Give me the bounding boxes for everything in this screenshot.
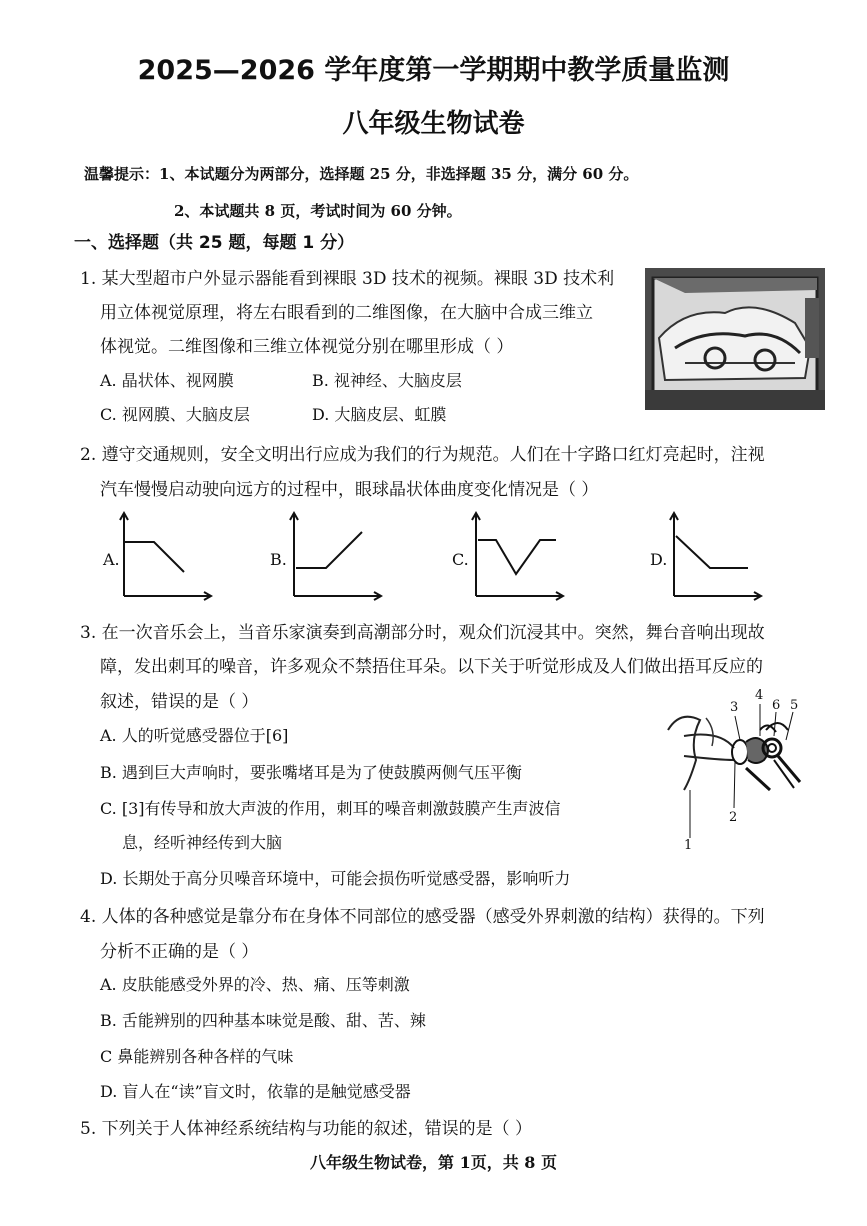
ear-label-1: 1: [684, 838, 693, 853]
section-heading: 一、选择题（共 25 题，每题 1 分）: [74, 233, 355, 253]
q3-line-2: 障，发出刺耳的噪音，许多观众不禁捂住耳朵。以下关于听觉形成及人们做出捂耳反应的: [100, 657, 763, 677]
q1-line-2: 用立体视觉原理，将左右眼看到的二维图像，在大脑中合成三维立: [100, 303, 593, 323]
tip-line-2: 2、本试题共 8 页，考试时间为 60 分钟。: [174, 202, 462, 220]
q4-option-d: D. 盲人在“读”盲文时，依靠的是触觉感受器: [100, 1082, 411, 1101]
q3-option-a: A. 人的听觉感受器位于[6]: [100, 726, 289, 745]
ear-label-2: 2: [729, 810, 738, 825]
ear-label-6: 6: [772, 698, 781, 713]
q2-line-1: 2. 遵守交通规则，安全文明出行应成为我们的行为规范。人们在十字路口红灯亮起时，注视: [80, 445, 765, 465]
q2-option-d-label: D.: [650, 550, 668, 569]
q1-option-a: A. 晶状体、视网膜: [100, 371, 234, 390]
q3-option-c: C. [3]有传导和放大声波的作用，刺耳的噪音刺激鼓膜产生声波信: [100, 799, 561, 818]
tip-line-1: 温馨提示：1、本试题分为两部分，选择题 25 分，非选择题 35 分，满分 60 分。: [84, 165, 639, 183]
q4-line-2: 分析不正确的是（ ）: [100, 942, 259, 962]
q4-line-1: 4. 人体的各种感觉是靠分布在身体不同部位的感受器（感受外界刺激的结构）获得的。下列: [80, 907, 765, 927]
q5-line-1: 5. 下列关于人体神经系统结构与功能的叙述，错误的是（ ）: [80, 1119, 533, 1139]
q3-option-b: B. 遇到巨大声响时，要张嘴堵耳是为了使鼓膜两侧气压平衡: [100, 763, 522, 782]
q2-option-a-label: A.: [103, 550, 120, 569]
q2-option-c-label: C.: [452, 550, 469, 569]
q4-option-a: A. 皮肤能感受外界的冷、热、痛、压等刺激: [100, 975, 410, 994]
q2-graph-a: [118, 510, 213, 602]
q2-graph-c: [470, 510, 565, 602]
page-footer: 八年级生物试卷，第 1页，共 8 页: [310, 1153, 557, 1172]
q3-option-c-cont: 息，经听神经传到大脑: [122, 833, 283, 852]
q1-option-c: C. 视网膜、大脑皮层: [100, 405, 250, 424]
exam-title: 2025—2026 学年度第一学期期中教学质量监测: [137, 55, 730, 86]
exam-subtitle: 八年级生物试卷: [342, 109, 525, 139]
q2-graph-d: [668, 510, 763, 602]
q1-option-d: D. 大脑皮层、虹膜: [312, 405, 447, 424]
q4-option-b: B. 舌能辨别的四种基本味觉是酸、甜、苦、辣: [100, 1011, 426, 1030]
ear-label-3: 3: [730, 700, 739, 715]
q1-photo-3d-display: [645, 268, 825, 410]
q1-line-3: 体视觉。二维图像和三维立体视觉分别在哪里形成（ ）: [100, 337, 514, 357]
q2-option-b-label: B.: [270, 550, 287, 569]
q2-line-2: 汽车慢慢启动驶向远方的过程中，眼球晶状体曲度变化情况是（ ）: [100, 480, 599, 500]
ear-label-5: 5: [790, 698, 799, 713]
ear-label-4: 4: [755, 688, 764, 703]
q1-line-1: 1. 某大型超市户外显示器能看到裸眼 3D 技术的视频。裸眼 3D 技术利: [80, 269, 615, 289]
q4-option-c: C 鼻能辨别各种各样的气味: [100, 1047, 294, 1066]
q1-option-b: B. 视神经、大脑皮层: [312, 371, 462, 390]
q3-line-1: 3. 在一次音乐会上，当音乐家演奏到高潮部分时，观众们沉浸其中。突然，舞台音响出现故: [80, 623, 765, 643]
q2-graph-b: [288, 510, 383, 602]
q3-line-3: 叙述，错误的是（ ）: [100, 692, 259, 712]
q3-option-d: D. 长期处于高分贝噪音环境中，可能会损伤听觉感受器，影响听力: [100, 869, 571, 888]
